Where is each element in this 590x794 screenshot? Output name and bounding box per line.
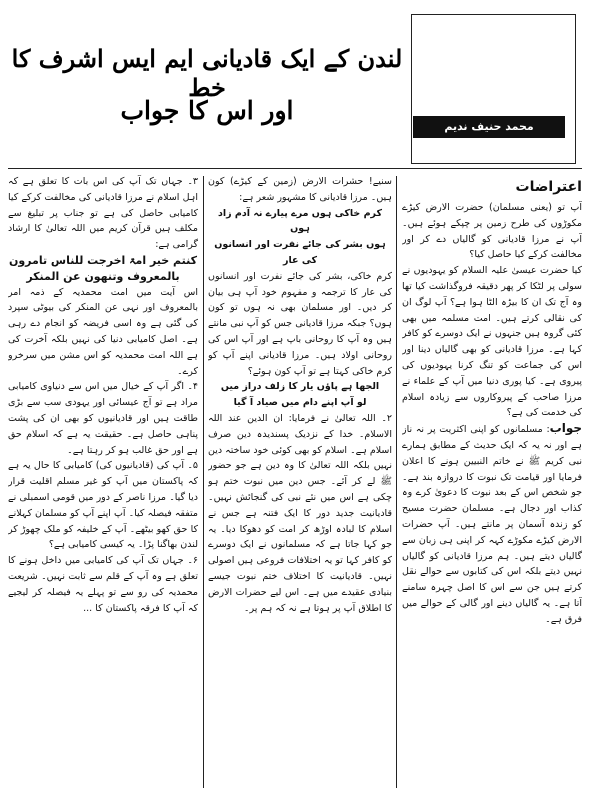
paragraph: ۲۔ اللہ تعالیٰ نے فرمایا: ان الدین عند اللہ الاسلام۔ خدا کے نزدیک پسندیدہ دین صرف اسلام ہے۔ اسلام کو بھی کوئی خود ساختہ دین نہیں بلکہ اللہ تعالیٰ کا وہ دین ہے جو حضور ﷺ لے کر آئے۔ جس دین میں نبوت ختم ہو چکی ہے اس میں نئے نبی کی گنجائش نہیں۔ قادیانیت جدید دور کا ایک فتنہ ہے جس نے اسلام کا لبادہ اوڑھ کر امت کو دھوکا دیا۔ یہ جو کہا جاتا ہے کہ مسلمانوں نے ایک دوسرے کو کافر کہا تو یہ اختلافات فروعی ہیں اصولی نہیں۔ قادیانیت کا اختلاف ختم نبوت جیسے بنیادی عقیدے میں ہے۔ اس لیے حضرات الارض کا اطلاق آپ پر ہوتا ہے نہ کہ ہم پر۔	[208, 412, 392, 614]
middle-column	[208, 174, 392, 788]
author-name: محمد حنیف ندیم	[413, 116, 565, 138]
header-divider	[8, 168, 582, 169]
headline-box	[8, 6, 406, 156]
poem-line: ہوں بشر کی جائے نفرت اور انسانوں کی عار	[214, 239, 386, 266]
paragraph: مسلمانوں کو اپنی اکثریت پر نہ ناز ہے اور نہ یہ کہ ایک حدیث کے مطابق ہمارے نبی کریم ﷺ نے خاتم النبیین ہونے کا اعلان فرمایا اور قیامت تک نبوت کا دروازہ بند ہے۔ جو شخص اس کے بعد نبوت کا دعویٰ کرے وہ کذاب اور دجال ہے۔ مسلمان حضرت مسیح کو زندہ آسمان پر مانتے ہیں۔ آپ حضرات الارض کیڑے مکوڑے کہہ کر اپنی ہی زبان سے گالیاں دیتے ہیں۔ ہم مرزا قادیانی کو گالیاں نہیں دیتے بلکہ اس کی کتابوں سے حوالے نقل کرتے ہیں جن سے اس کا اصل چہرہ سامنے آتا ہے۔ یہ گالیاں دینے اور گالی کے حوالے میں فرق ہے۔	[402, 424, 582, 625]
byline-box	[405, 8, 582, 168]
poem-line: کرم خاکی ہوں مرے پیارے نہ آدم زاد ہوں	[218, 207, 382, 235]
poem-line: لو آپ اپنے دام میں صیاد آ گیا	[233, 397, 367, 409]
poem-line: الجھا ہے پاؤں یار کا زلف دراز میں	[220, 381, 380, 393]
quranic-verse: کنتم خیر امۃ اخرجت للناس تامرون بالمعروف وتنھون عن المنکر	[8, 253, 198, 283]
subhead-objections: اعتراضات	[515, 179, 582, 195]
column-divider-left	[203, 176, 204, 788]
column-divider-right	[396, 176, 397, 788]
right-column: اعتراضات آپ تو (یعنی مسلمان) حضرت الارض کیڑے مکوڑوں کی طرح زمین پر چپکے ہوئے ہیں۔ آپ نے مرزا قادیانی کو گالیاں دے کر اور مخالفت کرکے کیا حاصل کیا؟ کیا حضرت عیسیٰ علیہ السلام کو یہودیوں نے سولی پر لٹکا کر پھر دقیقہ فروگذاشت کیا تھا وہ آج تک ان کا بیڑہ الٹا ہوا ہے؟ آپ لوگ ان کی نقالی کرتے ہیں۔ امت مسلمہ میں بھی کئی گروہ ہیں جنہوں نے ایک دوسرے کو کافر کہا ہے۔ مرزا قادیانی کو بھی گالیاں دینا اور اس کی جماعت کو تنگ کرنا یہودیوں کی پیروی ہے۔ کیا پوری دنیا میں آپ کے علماء نے مرزا صاحب کے پیروکاروں سے زیادہ اسلام کی خدمت کی ہے؟ جواب: مسلمانوں کو اپنی اکثریت پر نہ ناز ہے اور نہ یہ کہ ایک حدیث کے مطابق ہمارے نبی کریم ﷺ نے خاتم النبیین ہونے کا اعلان فرمایا اور قیامت تک نبوت کا دروازہ بند ہے۔ جو شخص اس کے بعد نبوت کا دعویٰ کرے وہ کذاب اور دجال ہے۔ مسلمان حضرت مسیح کو زندہ آسمان پر مانتے ہیں۔ آپ حضرات الارض کیڑے مکوڑے کہہ کر اپنی ہی زبان سے گالیاں دیتے ہیں۔ ہم مرزا قادیانی کو گالیاں نہیں دیتے بلکہ اس کی کتابوں سے حوالے نقل کرتے ہیں جن سے اس کا اصل چہرہ سامنے آتا ہے۔ یہ گالیاں دینے اور گالی کے حوالے میں فرق ہے۔	[402, 174, 582, 788]
paragraph: کرم خاکی، بشر کی جائے نفرت اور انسانوں کی عار کا ترجمہ و مفہوم خود آپ ہی بیان کر دیں۔ اور مسلمان بھی نہ ہوں تو کون ہوں؟ جبکہ مرزا قادیانی جس کو آپ نبی مانتے ہیں وہ آپ کا روحانی باپ ہے اور آپ اس کی روحانی اولاد ہیں۔ مرزا قادیانی اپنے آپ کو کرم خاکی کہتا ہے تو آپ کون ہوئے؟	[208, 270, 392, 377]
paragraph: اس آیت میں امت محمدیہ کے ذمہ امر بالمعروف اور نہی عن المنکر کی بیوٹی سپرد کی گئی ہے وہ اسی فریضہ کو انجام دے رہی ہے۔ اصل کامیابی دنیا کی نہیں بلکہ آخرت کی ہے اللہ امت محمدیہ کو اس مشن میں سرخرو کرے۔	[8, 286, 198, 377]
paragraph: کیا حضرت عیسیٰ علیہ السلام کو یہودیوں نے سولی پر لٹکا کر پھر دقیقہ فروگذاشت کیا تھا وہ آج تک ان کا بیڑہ الٹا ہوا ہے؟ آپ لوگ ان کی نقالی کرتے ہیں۔ امت مسلمہ میں بھی کئی گروہ ہیں جنہوں نے ایک دوسرے کو کافر کہا ہے۔ مرزا قادیانی کو بھی گالیاں دینا اور اس کی جماعت کو تنگ کرنا یہودیوں کی پیروی ہے۔ کیا پوری دنیا میں آپ کے علماء نے مرزا صاحب کے پیروکاروں سے زیادہ اسلام کی خدمت کی ہے؟	[402, 265, 582, 419]
paragraph: سنیے! حشرات الارض (زمین کے کیڑے) کون ہیں۔ مرزا قادیانی کا مشہور شعر ہے:	[208, 176, 392, 203]
paragraph: ۴۔ اگر آپ کے خیال میں اس سے دنیاوی کامیابی مراد ہے تو آج عیسائی اور یہودی سب سے بڑی طاقت ہیں اور قادیانیوں کو بھی ان کی پشت پناہی حاصل ہے۔ حقیقت یہ ہے کہ اسلام حق ہے اور حق غالب ہو کر رہتا ہے۔	[8, 381, 198, 456]
paragraph: ۶۔ جہاں تک آپ کی کامیابی میں داخل ہونے کا تعلق ہے وہ آپ کے قلم سے ثابت نہیں۔ شریعت محمدیہ کی رو سے تو پہلے یہ فیصلہ کر لیجیے کہ آپ کا فرقہ پاکستان کا ...	[8, 555, 198, 614]
subhead-answer: جواب	[549, 421, 582, 436]
headline-line-1: لندن کے ایک قادیانی ایم ایس اشرف کا خط	[11, 44, 403, 102]
left-column	[8, 174, 198, 788]
headline-line-2: اور اس کا جواب	[120, 96, 294, 125]
byline-frame	[411, 14, 576, 164]
paragraph: ۳۔ جہاں تک آپ کی اس بات کا تعلق ہے کہ اہل اسلام نے مرزا قادیانی کی مخالفت کرکے کیا کامیابی حاصل کی ہے تو جناب پر تبلیغ سے مکلف ہیں قرآن کریم میں اللہ تعالیٰ کا ارشاد گرامی ہے:	[8, 176, 198, 251]
paragraph: آپ تو (یعنی مسلمان) حضرت الارض کیڑے مکوڑوں کی طرح زمین پر چپکے ہوئے ہیں۔ آپ نے مرزا قادیانی کو گالیاں دے کر اور مخالفت کرکے کیا حاصل کیا؟	[402, 202, 582, 261]
paragraph: ۵۔ آپ کی (قادیانیوں کی) کامیابی کا حال یہ ہے کہ پاکستان میں آپ کو غیر مسلم اقلیت قرار دیا گیا۔ مرزا ناصر کے دور میں قومی اسمبلی نے متفقہ فیصلہ کیا۔ آپ اپنے آپ کو مسلمان کہلانے کا حق کھو بیٹھے۔ آپ کے خلیفہ کو ملک چھوڑ کر لندن بھاگنا پڑا۔ یہ کیسی کامیابی ہے؟	[8, 460, 198, 551]
